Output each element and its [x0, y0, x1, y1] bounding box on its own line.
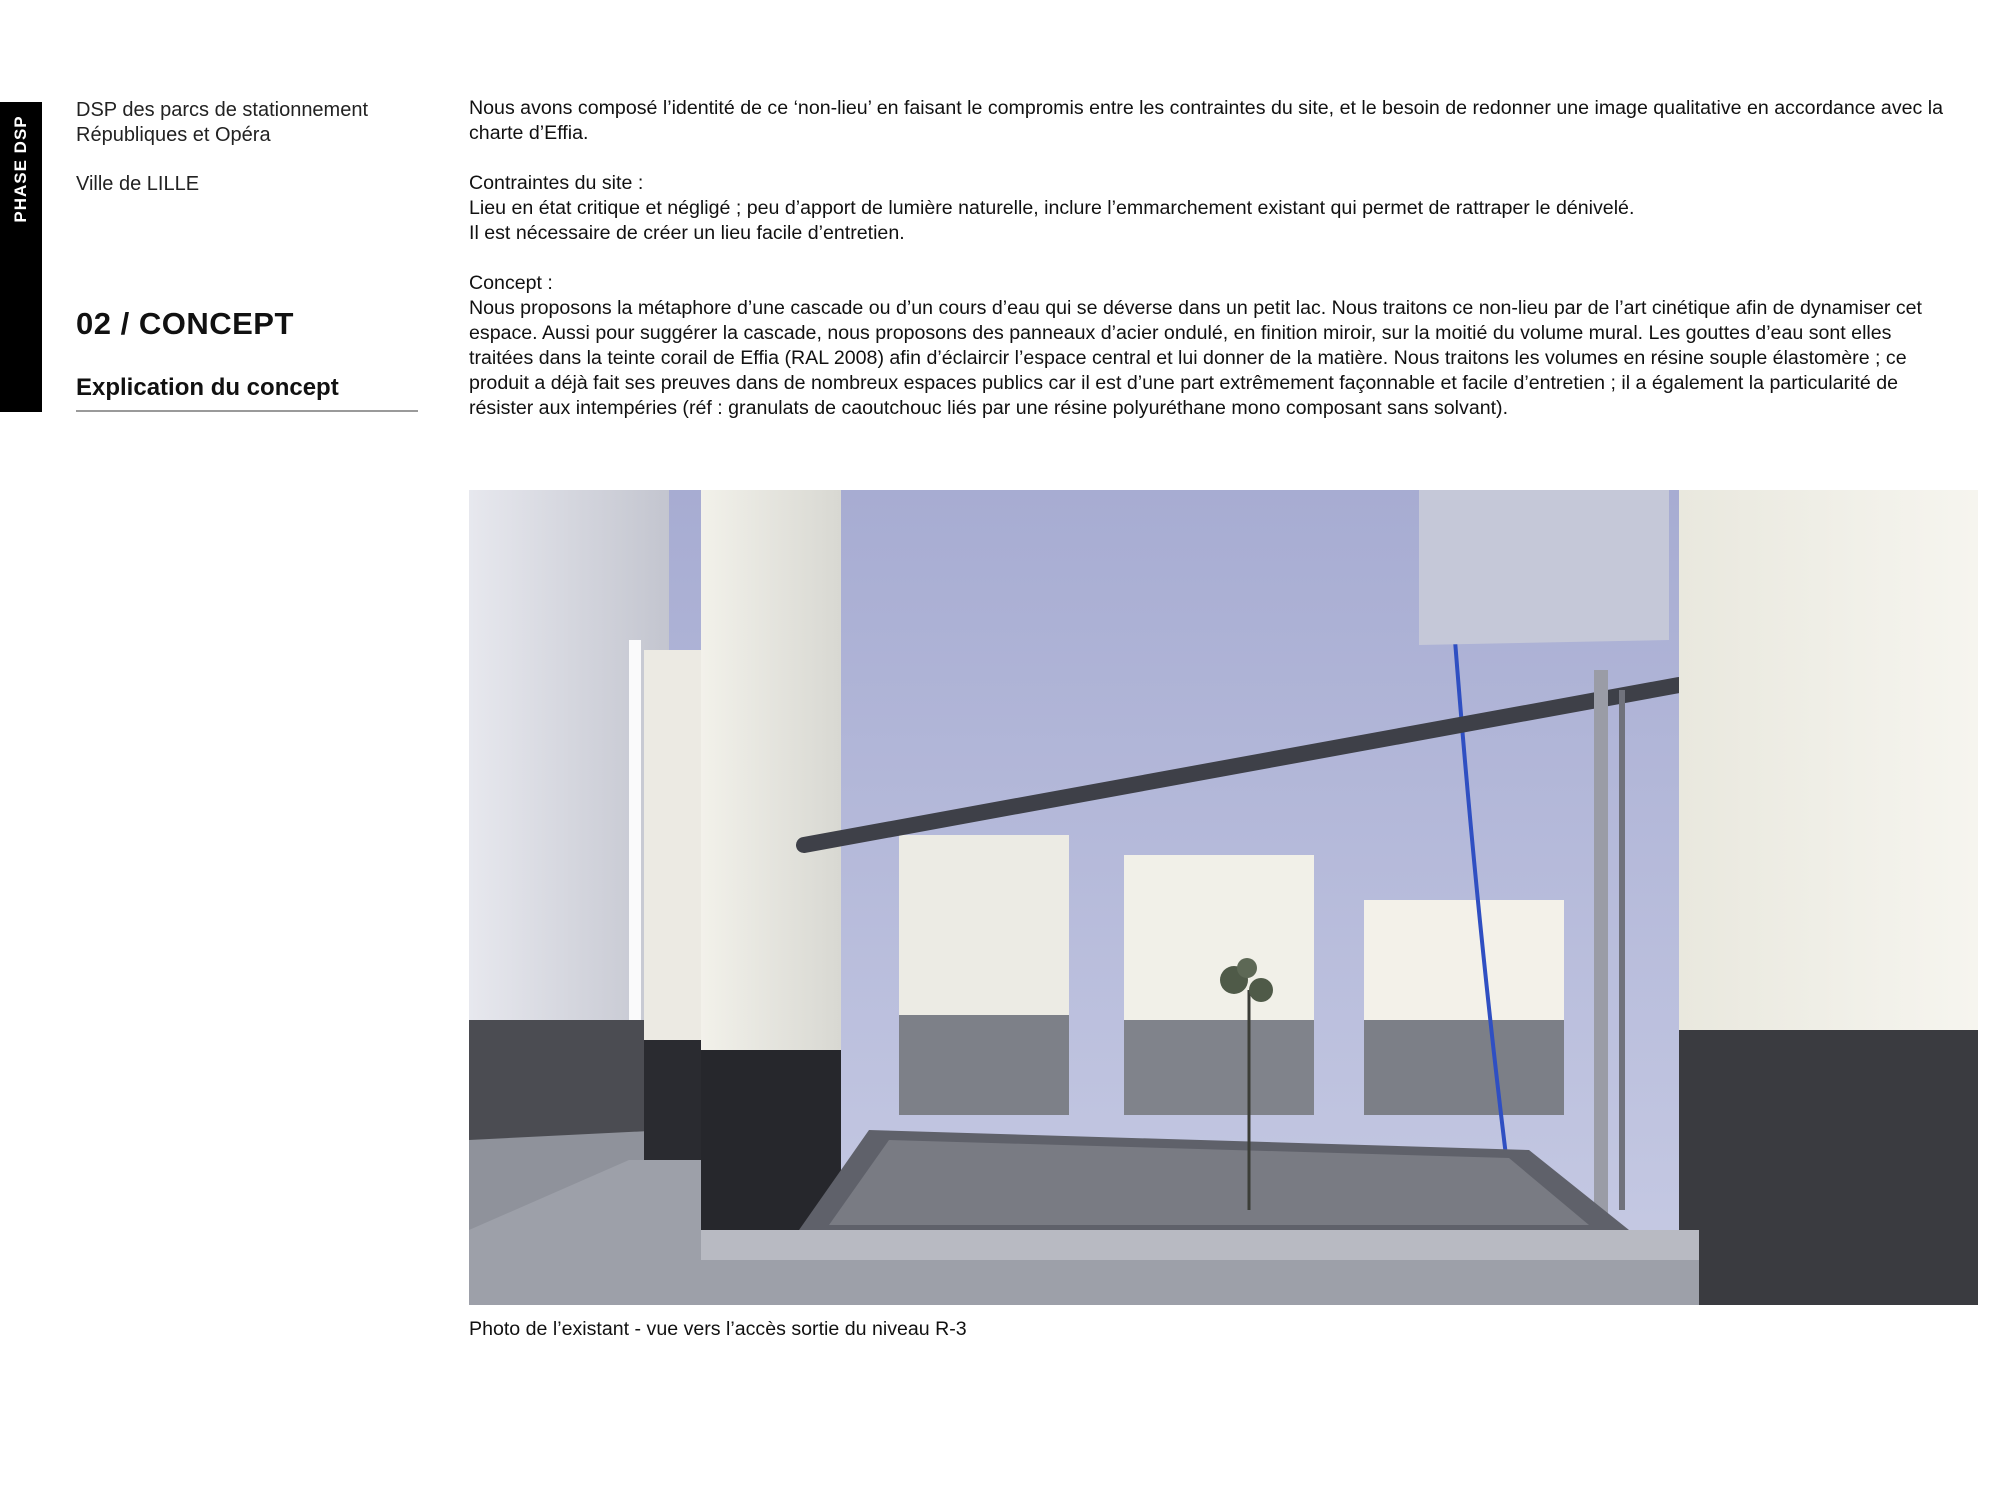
concept-description: [469, 96, 1954, 446]
project-name-line2: Républiques et Opéra: [76, 124, 271, 146]
phase-tab-label: PHASE DSP: [11, 115, 30, 223]
constraints-block: [469, 171, 1954, 246]
parking-interior-illustration: [469, 490, 1978, 1305]
constraints-heading: Contraintes du site :: [469, 172, 644, 194]
project-meta: [76, 98, 416, 197]
concept-paragraph: Nous proposons la métaphore d’une cascade ou d’un cours d’eau qui se déverse dans un petit lac. Nous traitons ce non-lieu par de l’art cinétique afin de dynamiser cet espace. Aussi pour suggérer la cascade, nous proposons des panneaux d’acier ondulé, en finition miroir, sur la moitié du volume mural. Les gouttes d’eau sont elles traitées dans la teinte corail de Effia (RAL 2008) afin d’éclaircir l’espace central et lui donner de la matière. Nous traitons les volumes en résine souple élastomère ; ce produit a déjà fait ses preuves dans de nombreux espaces publics car il est d’une part extrêmement façonnable et facile d’entretien ; il a également la particularité de résister aux intempéries (réf : granulats de caoutchouc liés par une résine polyuréthane mono composant sans solvant).: [469, 297, 1922, 419]
client-name: Ville de LILLE: [76, 173, 200, 195]
constraints-line-2: Il est nécessaire de créer un lieu facile d’entretien.: [469, 222, 905, 244]
constraints-line-1: Lieu en état critique et négligé ; peu d’apport de lumière naturelle, inclure l’emmarchement existant qui permet de rattraper le dénivelé.: [469, 197, 1635, 219]
concept-block: [469, 271, 1954, 421]
photo-caption: Photo de l’existant - vue vers l’accès sortie du niveau R-3: [469, 1318, 967, 1340]
project-name-line1: DSP des parcs de stationnement: [76, 99, 369, 121]
existing-site-photo: [469, 490, 1978, 1305]
intro-paragraph: Nous avons composé l’identité de ce ‘non-lieu’ en faisant le compromis entre les contraintes du site, et le besoin de redonner une image qualitative en accordance avec la charte d’Effia.: [469, 97, 1944, 144]
concept-heading: Concept :: [469, 272, 553, 294]
section-title: 02 / CONCEPT: [76, 306, 294, 341]
section-subtitle: Explication du concept: [76, 374, 418, 412]
phase-tab: [0, 102, 42, 412]
